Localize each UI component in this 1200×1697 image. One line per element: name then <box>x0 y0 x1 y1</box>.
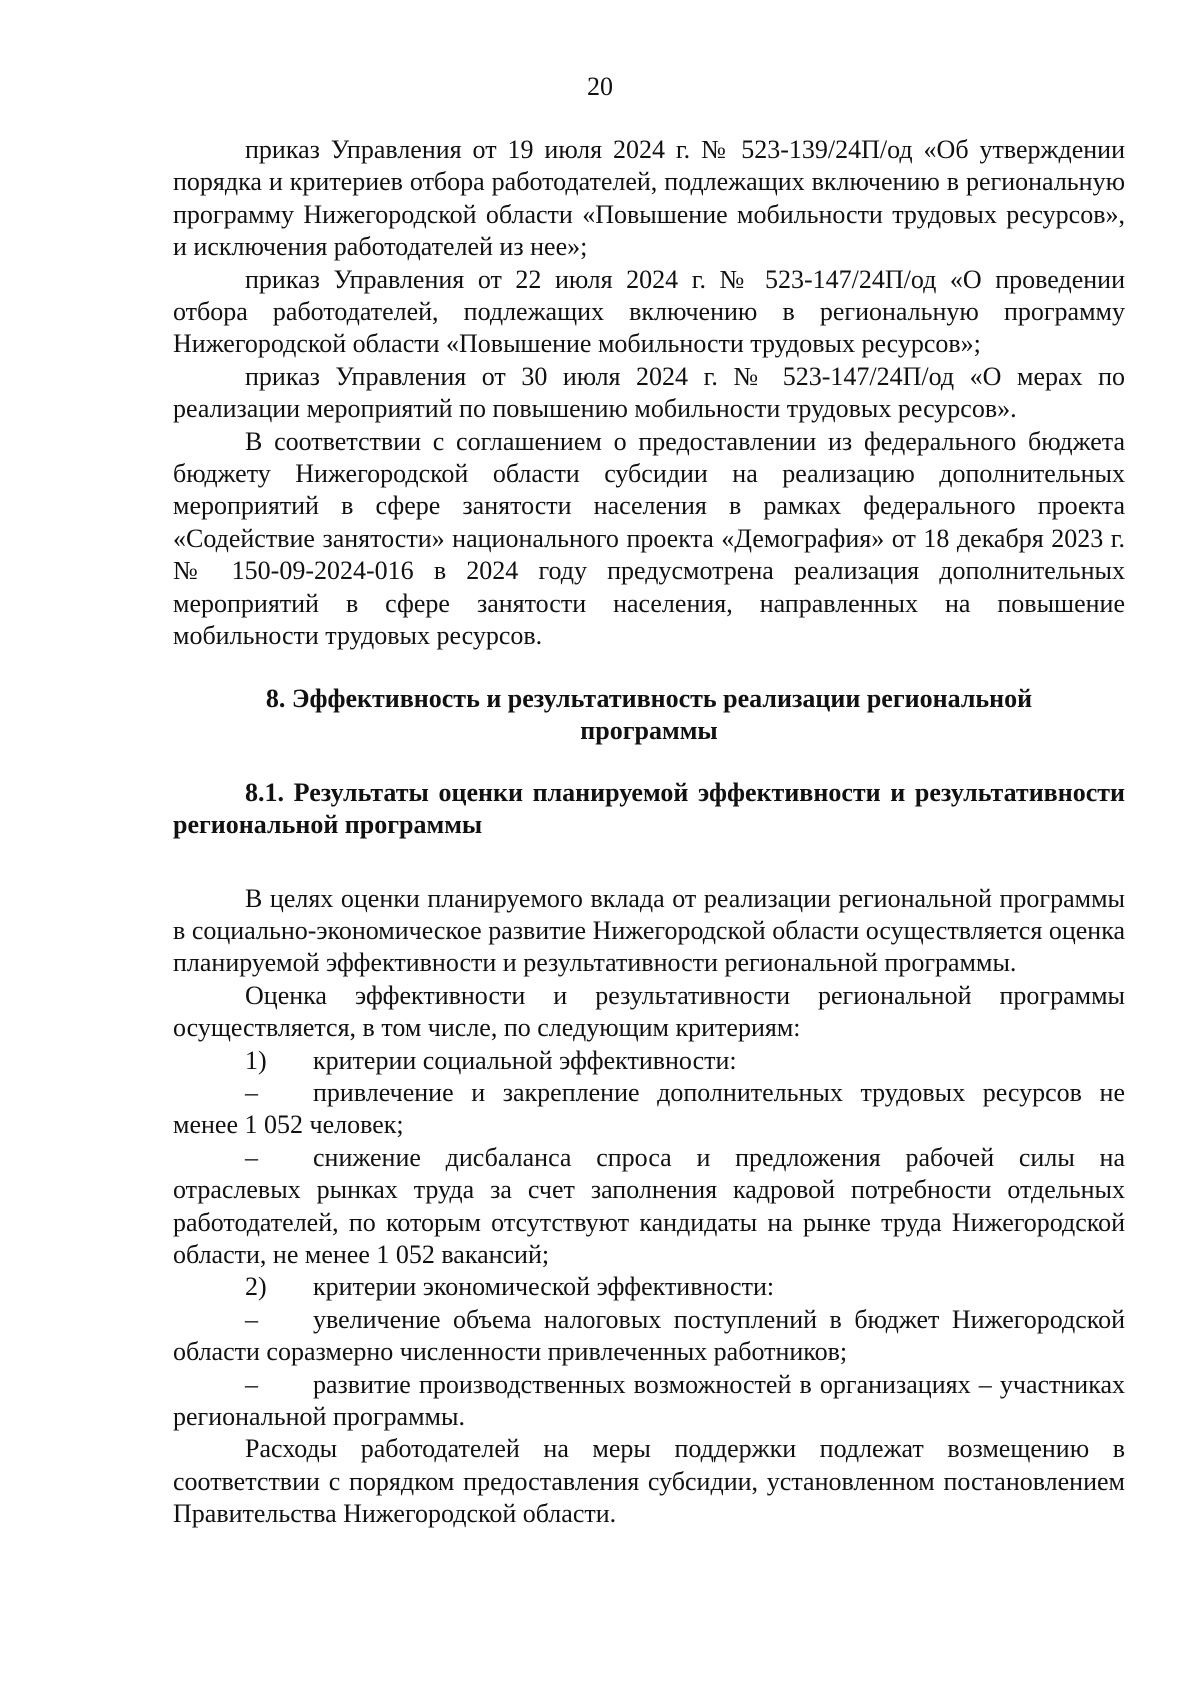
list-item <box>173 1077 1125 1142</box>
list-marker: – <box>245 1369 258 1399</box>
paragraph-evaluation-purpose: В целях оценки планируемого вклада от реализации региональной программы в социально-экономическое развитие Нижегородской области осуществляется оценка планируемой эффективности и результативности региональной программы. <box>173 883 1125 978</box>
section-heading-line2: программы <box>580 715 718 745</box>
list-item-text: снижение дисбаланса спроса и предложения рабочей силы на отраслевых рынках труда за счет заполнения кадровой потребности отдельных работодателей, по которым отсутствуют кандидаты на рынке труда Нижегородской области, не менее 1 052 вакансий; <box>173 1142 1125 1269</box>
list-marker: – <box>245 1077 258 1107</box>
list-item-text: развитие производственных возможностей в организациях – участниках региональной программы. <box>173 1369 1125 1431</box>
list-marker: – <box>245 1142 258 1172</box>
paragraph-order-2: приказ Управления от 22 июля 2024 г. № 523-147/24П/од «О проведении отбора работодателей, подлежащих включению в региональную программу Нижегородской области «Повышение мобильности трудовых ресурсов»; <box>173 264 1125 359</box>
list-marker: 1) <box>245 1045 267 1075</box>
list-item <box>173 1271 1125 1303</box>
list-item-text: увеличение объема налоговых поступлений в бюджет Нижегородской области соразмерно численности привлеченных работников; <box>173 1304 1125 1367</box>
list-marker: – <box>245 1304 258 1334</box>
paragraph-order-1: приказ Управления от 19 июля 2024 г. № 523-139/24П/од «Об утверждении порядка и критериев отбора работодателей, подлежащих включению в региональную программу Нижегородской области «Повышение мобильности трудовых ресурсов», и исключения работодателей из нее»; <box>173 135 1125 262</box>
section-heading-line1: 8. Эффективность и результативность реализации региональной <box>265 683 1033 713</box>
list-item <box>173 1304 1125 1369</box>
paragraph-expenses: Расходы работодателей на меры поддержки подлежат возмещению в соответствии с порядком предоставления субсидии, установленном постановлением Правительства Нижегородской области. <box>173 1434 1125 1529</box>
page-number: 20 <box>587 72 613 101</box>
document-body <box>173 134 1125 1531</box>
list-item-text: привлечение и закрепление дополнительных трудовых ресурсов не менее 1 052 человек; <box>173 1077 1125 1140</box>
subsection-heading: 8.1. Результаты оценки планируемой эффективности и результативности региональной программы <box>173 777 1125 839</box>
paragraph-order-3: приказ Управления от 30 июля 2024 г. № 523-147/24П/од «О мерах по реализации мероприятий по повышению мобильности трудовых ресурсов». <box>173 361 1125 424</box>
list-item <box>173 1045 1125 1077</box>
list-marker: 2) <box>245 1272 267 1302</box>
list-item-text: критерии социальной эффективности: <box>313 1045 737 1075</box>
list-item-text: критерии экономической эффективности: <box>313 1272 775 1302</box>
section-heading <box>173 683 1125 747</box>
paragraph-agreement: В соответствии с соглашением о предоставлении из федерального бюджета бюджету Нижегородской области субсидии на реализацию дополнительных мероприятий в сфере занятости населения в рамках федерального проекта «Содействие занятости» национального проекта «Демография» от 18 декабря 2023 г. № 150-09-2024-016 в 2024 году предусмотрена реализация дополнительных мероприятий в сфере занятости населения, направленных на повышение мобильности трудовых ресурсов. <box>173 426 1125 651</box>
list-item <box>173 1369 1125 1434</box>
paragraph-criteria-intro: Оценка эффективности и результативности региональной программы осуществляется, в том числе, по следующим критериям: <box>173 980 1125 1043</box>
list-item <box>173 1142 1125 1272</box>
